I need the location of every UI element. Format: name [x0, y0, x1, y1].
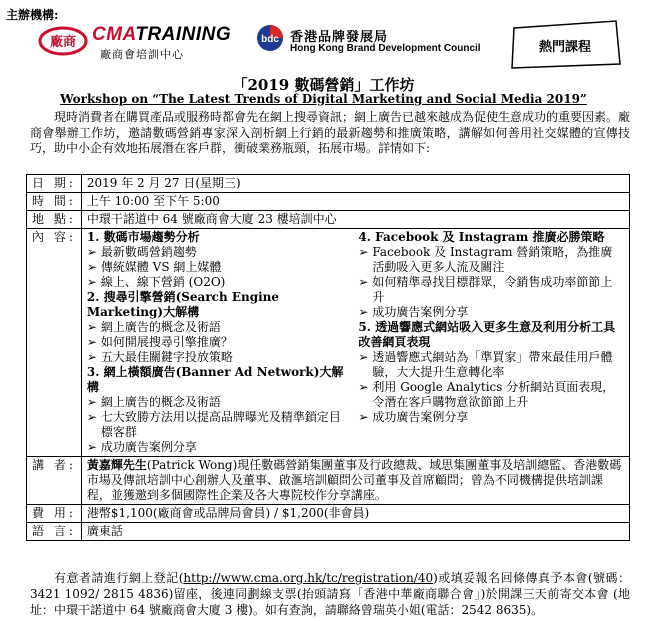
list-item: ➢ 線上、線下營銷 (O2O): [87, 275, 353, 290]
cma-logo-text: 廠商: [49, 35, 77, 50]
list-item: ➢ 五大最佳關鍵字投放策略: [87, 350, 353, 365]
list-item: ➢ 傳統媒體 VS 網上媒體: [87, 260, 353, 275]
date-value: 2019 年 2 月 27 日(星期三): [81, 175, 629, 193]
speaker-bio: (Patrick Wong)現任數碼營銷集團董事及行政總裁、域思集團董事及培訓總監、香港數碼市場及傳訊培訓中心創辦人及董事、啟滙培訓顧問公司董事及首席顧問；曾為不同機構提供培訓課程，並獲邀到多個國際性企業及各大專院校作分享講座。: [86, 458, 622, 502]
event-info-table: [26, 174, 630, 541]
organiser-label: 主辦機構:: [6, 8, 59, 22]
fee-value: 港幣$1,100(廠商會或品牌局會員) / $1,200(非會員): [81, 505, 629, 523]
workshop-title-zh: 「2019 數碼營銷」工作坊: [232, 76, 415, 94]
list-item: ➢ 成功廣告案例分享: [87, 440, 353, 455]
language-label: 語 言:: [27, 523, 82, 541]
section-title: 2. 搜尋引擎營銷(Search Engine Marketing)大解構: [86, 290, 280, 319]
registration-text-start: 有意者請進行網上登記(: [54, 571, 184, 585]
cma-training-name: [92, 24, 231, 46]
section-title: 3. 網上橫額廣告(Banner Ad Network)大解構: [86, 365, 344, 394]
list-item: ➢ 透過響應式網站為「準買家」帶來最佳用戶體驗，大大提升生意轉化率: [358, 350, 624, 380]
list-item: ➢ 最新數碼營銷趨勢: [87, 245, 353, 260]
section-title: 4. Facebook 及 Instagram 推廣必勝策略: [358, 230, 605, 244]
content-cell: [81, 229, 629, 457]
intro-paragraph: 現時消費者在購買產品或服務時都會先在網上搜尋資訊；網上廣告已越來越成為促使生意成功的重要因素。廠商會舉辦工作坊，邀請數碼營銷專家深入剖析網上行銷的最新趨勢和推廣策略，講解如何善用社交媒體的宣傳技巧，助中小企有效地拓展潛在客戶群，衝破業務瓶頸，拓展市場。詳情如下:: [30, 110, 631, 155]
section-title: 5. 透過響應式網站吸入更多生意及利用分析工具改善網頁表現: [358, 320, 616, 349]
time-row: [27, 193, 630, 211]
content-left-column: [87, 230, 359, 455]
registration-text-end: )或填妥報名回條傳真予本會(號碼：3421 1092/ 2815 4836)留座，後連同劃線支票(抬頭請寫「香港中華廠商聯合會」)於開課三天前寄交本會 (地址：中環干諾道中 64 號廠商會大廈 3 樓)。如有查詢，請聯絡曾瑞英小姐(電話：2542 8635)。: [30, 571, 630, 617]
venue-label: 地 點:: [27, 211, 82, 229]
speaker-label: 講 者:: [27, 457, 82, 505]
date-label: 日 期:: [27, 175, 82, 193]
list-item: ➢ 網上廣告的概念及術語: [87, 395, 353, 410]
list-item: ➢ Facebook 及 Instagram 營銷策略，為推廣活動吸入更多人流及關注: [358, 245, 624, 275]
content-label: 內 容:: [27, 229, 82, 457]
content-right-column: [358, 230, 624, 455]
time-value: 上午 10:00 至下午 5:00: [81, 193, 629, 211]
speaker-row: [27, 457, 630, 505]
cma-name-prefix: CMA: [92, 24, 136, 45]
bdc-name-en: Hong Kong Brand Development Council: [290, 43, 481, 54]
content-row: [27, 229, 630, 457]
cma-subtitle: 廠商會培訓中心: [100, 48, 184, 61]
list-item: ➢ 如何精準尋找目標群眾，令銷售成功率節節上升: [358, 275, 624, 305]
venue-value: 中環干諾道中 64 號廠商會大廈 23 樓培訓中心: [81, 211, 629, 229]
section-title: 1. 數碼市場趨勢分析: [86, 230, 200, 244]
cma-logo: [38, 26, 88, 56]
workshop-title-en: Workshop on “The Latest Trends of Digital Marketing and Social Media 2019”: [60, 92, 587, 106]
cma-name-suffix: TRAINING: [135, 24, 232, 45]
speaker-name: 黃嘉輝先生: [86, 458, 147, 472]
language-value: 廣東話: [81, 523, 629, 541]
list-item: ➢ 如何開展搜尋引擎推廣？: [87, 335, 353, 350]
registration-note: [30, 570, 630, 618]
language-row: [27, 523, 630, 541]
list-item: ➢ 七大致勝方法用以提高品牌曝光及精準鎖定目標客群: [87, 410, 353, 440]
registration-link[interactable]: http://www.cma.org.hk/tc/registration/40: [183, 571, 434, 585]
venue-row: [27, 211, 630, 229]
list-item: ➢ 利用 Google Analytics 分析網站頁面表現，令潛在客戶購物意欲節節上升: [358, 380, 624, 410]
bdc-logo: [256, 24, 284, 52]
bdc-name-zh: 香港品牌發展局: [290, 30, 389, 45]
list-item: ➢ 成功廣告案例分享: [358, 305, 624, 320]
fee-label: 費 用:: [27, 505, 82, 523]
time-label: 時 間:: [27, 193, 82, 211]
bdc-logo-text: bdc: [261, 34, 279, 45]
hot-course-badge-text: 熱門課程: [538, 40, 591, 55]
list-item: ➢ 網上廣告的概念及術語: [87, 320, 353, 335]
list-item: ➢ 成功廣告案例分享: [358, 410, 624, 425]
speaker-cell: [81, 457, 629, 505]
fee-row: [27, 505, 630, 523]
date-row: [27, 175, 630, 193]
